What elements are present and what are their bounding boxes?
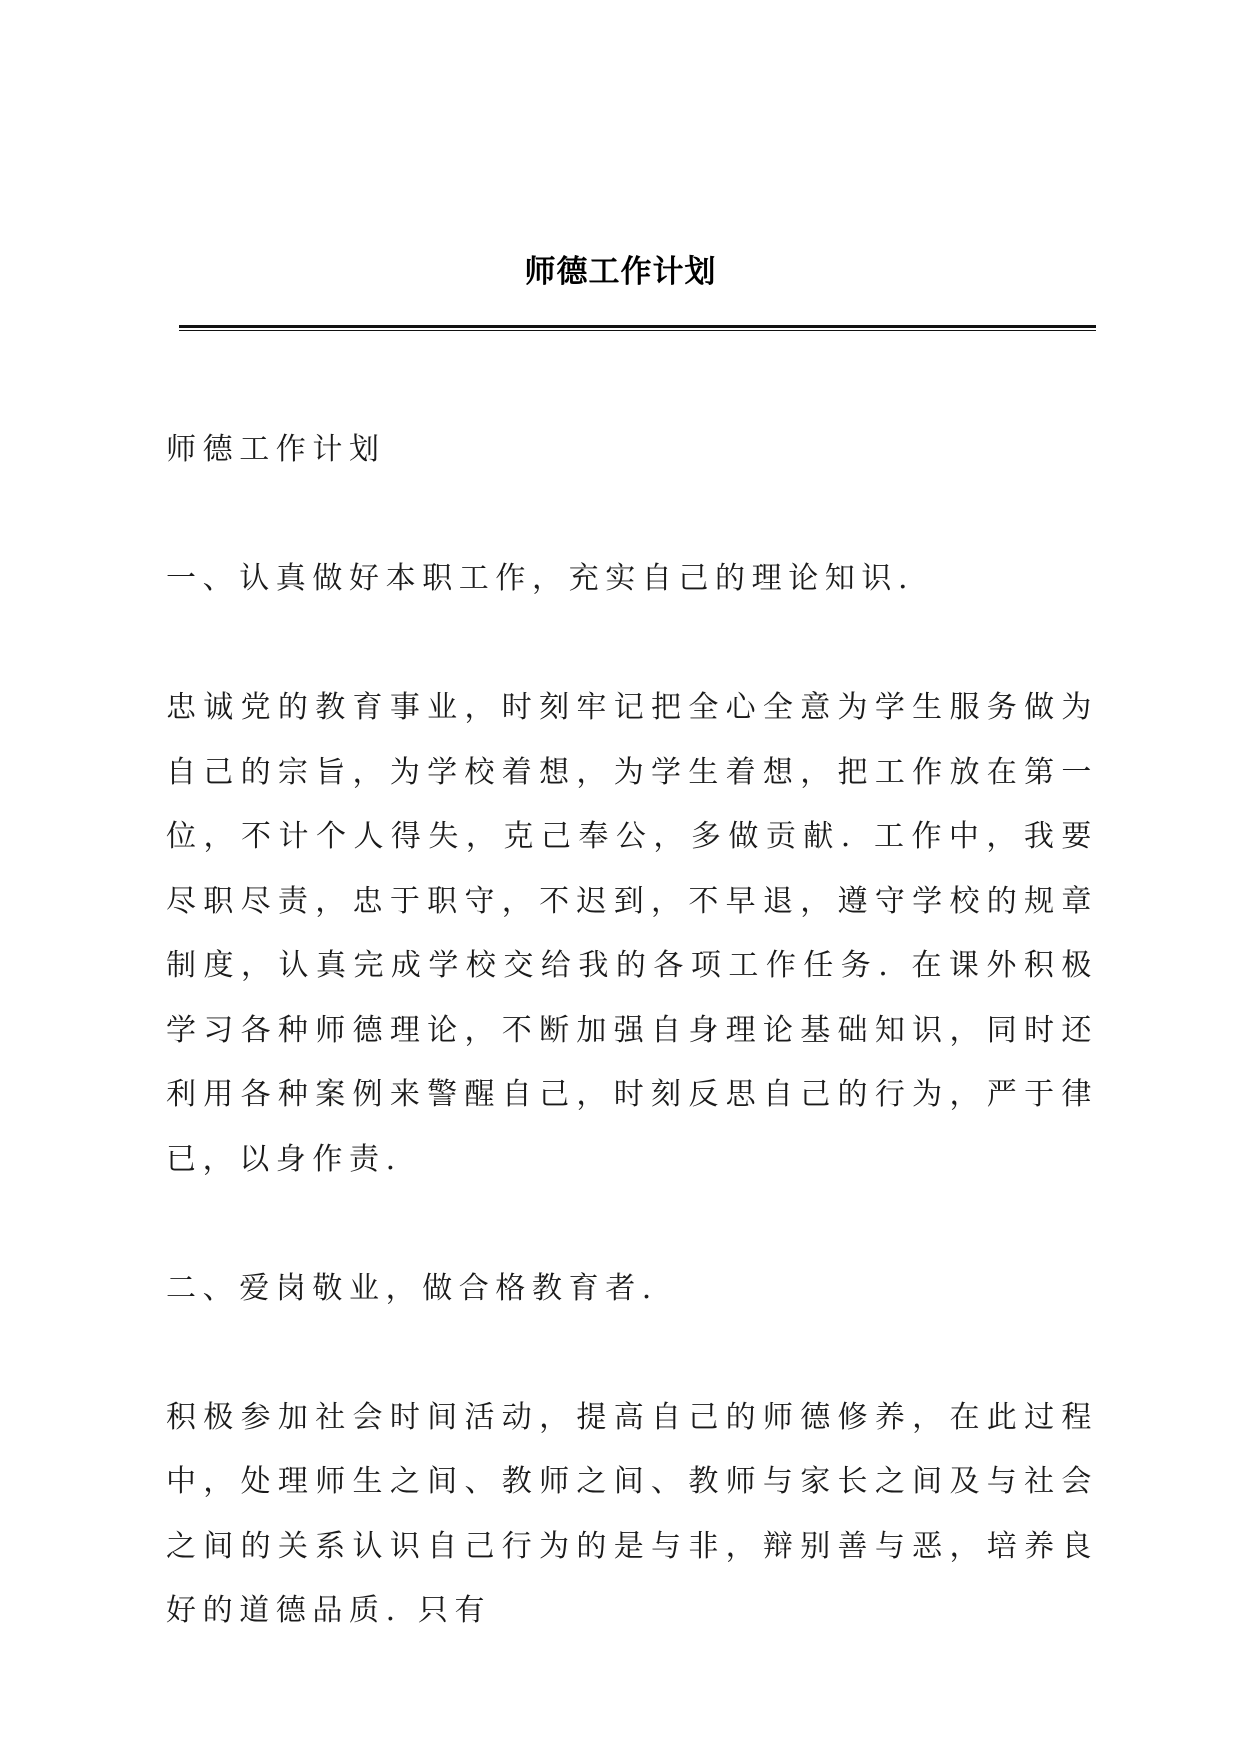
body-heading: 师德工作计划 [166,432,386,467]
section-2-paragraph: 积极参加社会时间活动，提高自己的师德修养，在此过程中，处理师生之间、教师之间、教师与家长之间及与社会之间的关系认识自己行为的是与非，辩别善与恶，培养良好的道德品质. 只有 [166,1399,1098,1628]
rule-thin-line [179,330,1096,331]
paragraph-spacer [166,612,1098,677]
section-heading-1: 一、认真做好本职工作，充实自己的理论知识. [166,561,915,596]
title-underline-rule [179,325,1096,331]
rule-thick-line [179,325,1096,328]
section-1-paragraph: 忠诚党的教育事业，时刻牢记把全心全意为学生服务做为自己的宗旨，为学校着想，为学生着想，把工作放在第一位，不计个人得失，克己奉公，多做贡献. 工作中，我要尽职尽责，忠于职守，不迟到，不早退，遵守学校的规章制度，认真完成学校交给我的各项工作任务. 在课外积极学习各种师德理论，不断加强自身理论基础知识，同时还利用各种案例来警醒自己，时刻反思自己的行为，严于律已，以身作责. [166,690,1098,1177]
document-body [166,418,1098,1644]
paragraph-spacer [166,1192,1098,1257]
section-heading-2: 二、爱岗敬业，做合格教育者. [166,1270,658,1306]
paragraph-spacer [166,483,1098,548]
document-title: 师德工作计划 [524,254,717,290]
paragraph-spacer [166,1321,1098,1386]
